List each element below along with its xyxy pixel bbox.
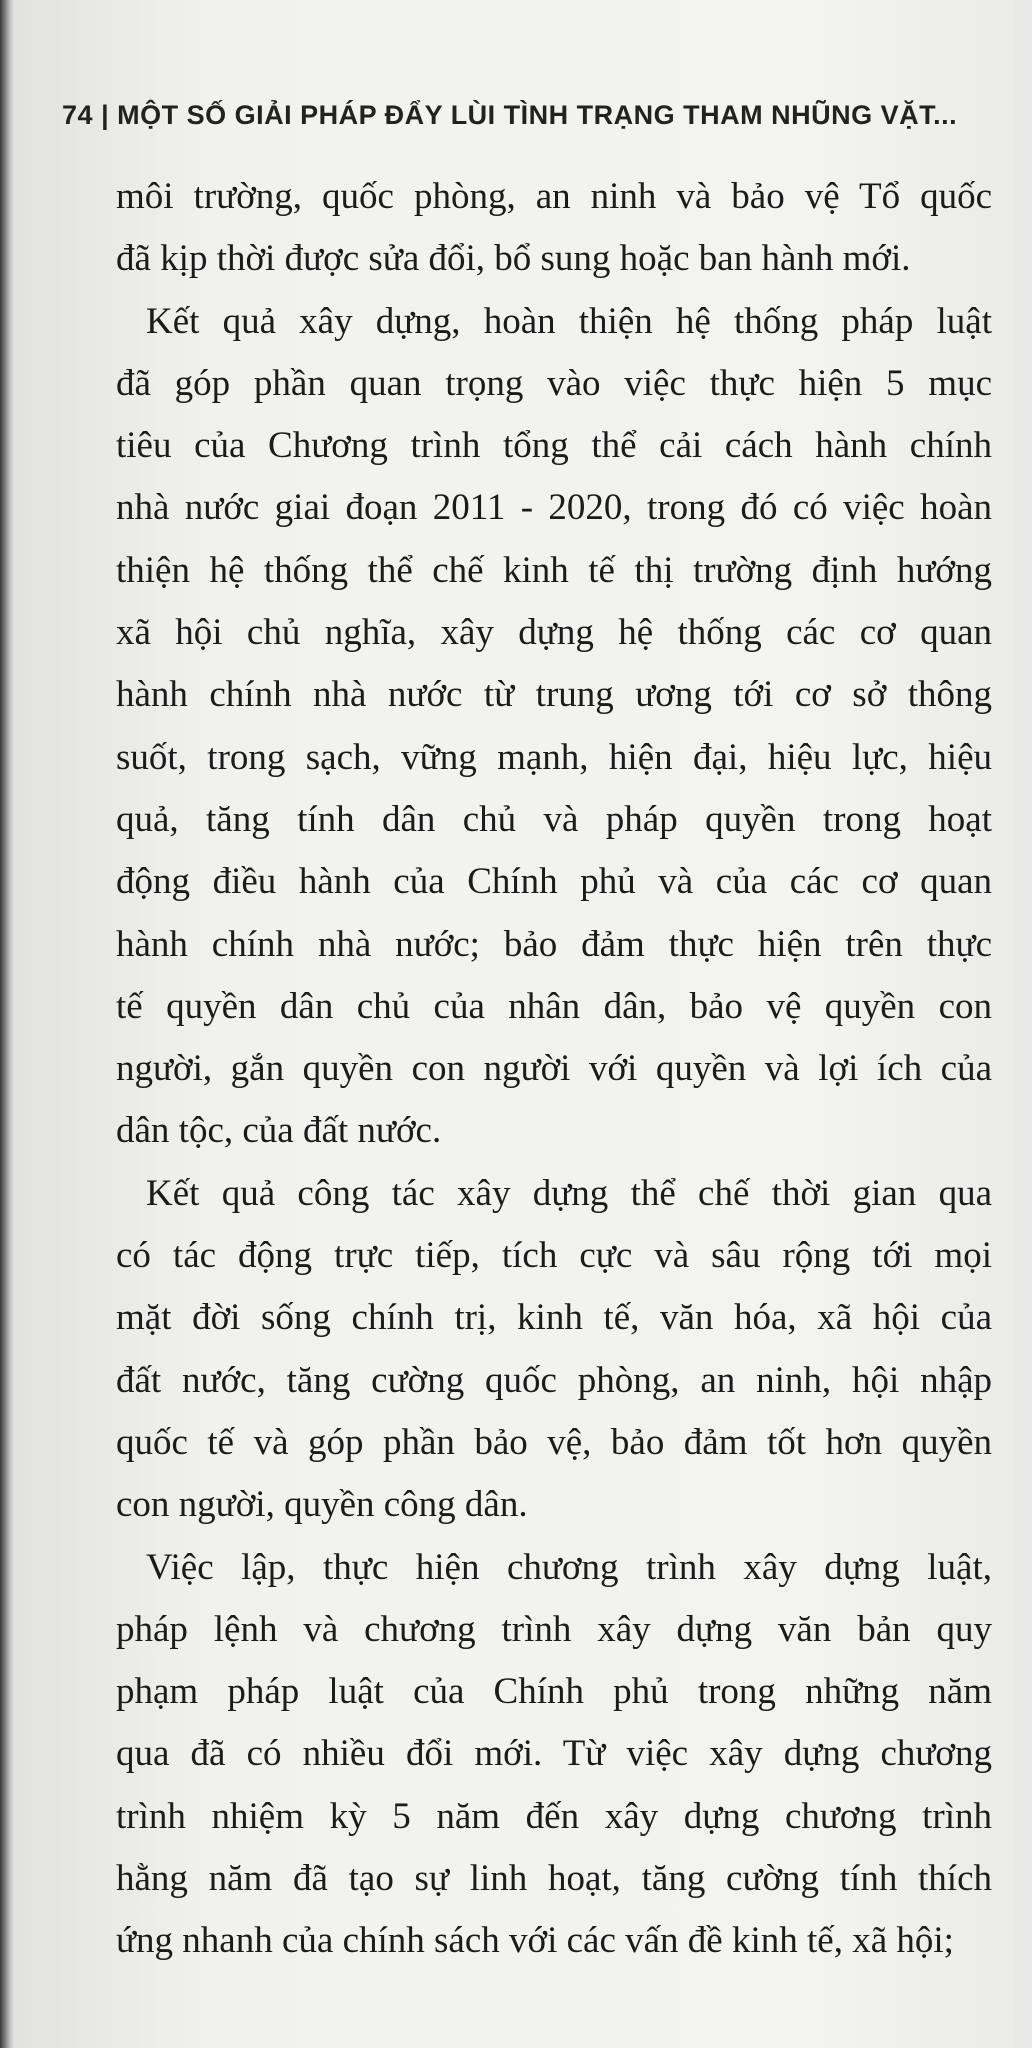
text-line: đã góp phần quan trọng vào việc thực hiện 5 mục <box>116 362 992 404</box>
text-line: Việc lập, thực hiện chương trình xây dựng luật, <box>146 1546 992 1588</box>
text-line: hằng năm đã tạo sự linh hoạt, tăng cường tính thích <box>116 1858 992 1900</box>
text-line: hành chính nhà nước; bảo đảm thực hiện trên thực <box>116 923 992 965</box>
text-line: người, gắn quyền con người với quyền và lợi ích của <box>116 1048 992 1090</box>
text-line: quốc tế và góp phần bảo vệ, bảo đảm tốt hơn quyền <box>116 1421 992 1463</box>
text-line: trình nhiệm kỳ 5 năm đến xây dựng chương trình <box>116 1795 992 1837</box>
header-separator: | <box>101 100 110 130</box>
body-text <box>116 166 992 1973</box>
book-spine-shadow <box>0 0 14 2048</box>
running-title: MỘT SỐ GIẢI PHÁP ĐẨY LÙI TÌNH TRẠNG THAM NHŨNG VẶT... <box>117 100 958 130</box>
text-line: tiêu của Chương trình tổng thể cải cách hành chính <box>116 425 992 467</box>
paragraph <box>116 291 992 1163</box>
text-line: xã hội chủ nghĩa, xây dựng hệ thống các cơ quan <box>116 612 992 654</box>
text-line: suốt, trong sạch, vững mạnh, hiện đại, hiệu lực, hiệu <box>116 736 992 778</box>
text-line: pháp lệnh và chương trình xây dựng văn bản quy <box>116 1608 992 1650</box>
paragraph <box>116 166 992 291</box>
text-line: qua đã có nhiều đổi mới. Từ việc xây dựng chương <box>116 1733 992 1775</box>
text-line: đất nước, tăng cường quốc phòng, an ninh, hội nhập <box>116 1359 992 1401</box>
text-line: nhà nước giai đoạn 2011 - 2020, trong đó có việc hoàn <box>116 487 992 529</box>
text-line: quả, tăng tính dân chủ và pháp quyền trong hoạt <box>116 798 992 840</box>
text-line: ứng nhanh của chính sách với các vấn đề kinh tế, xã hội; <box>116 1920 954 1962</box>
text-line: dân tộc, của đất nước. <box>116 1110 442 1152</box>
text-line: động điều hành của Chính phủ và của các cơ quan <box>116 861 992 903</box>
text-line: mặt đời sống chính trị, kinh tế, văn hóa, xã hội của <box>116 1297 992 1339</box>
text-line: môi trường, quốc phòng, an ninh và bảo vệ Tổ quốc <box>116 176 992 217</box>
text-line: tế quyền dân chủ của nhân dân, bảo vệ quyền con <box>116 985 992 1027</box>
text-line: Kết quả xây dựng, hoàn thiện hệ thống pháp luật <box>146 300 992 342</box>
paragraph <box>116 1537 992 1973</box>
text-line: phạm pháp luật của Chính phủ trong những năm <box>116 1671 992 1713</box>
running-header <box>62 100 957 131</box>
paragraph <box>116 1163 992 1537</box>
text-line: thiện hệ thống thể chế kinh tế thị trường định hướng <box>116 549 992 591</box>
text-line: Kết quả công tác xây dựng thể chế thời gian qua <box>146 1172 992 1214</box>
text-line: hành chính nhà nước từ trung ương tới cơ sở thông <box>116 674 992 716</box>
text-line: con người, quyền công dân. <box>116 1484 528 1526</box>
text-line: đã kịp thời được sửa đổi, bổ sung hoặc ban hành mới. <box>116 238 911 280</box>
text-line: có tác động trực tiếp, tích cực và sâu rộng tới mọi <box>116 1235 992 1277</box>
page-number: 74 <box>62 100 94 130</box>
